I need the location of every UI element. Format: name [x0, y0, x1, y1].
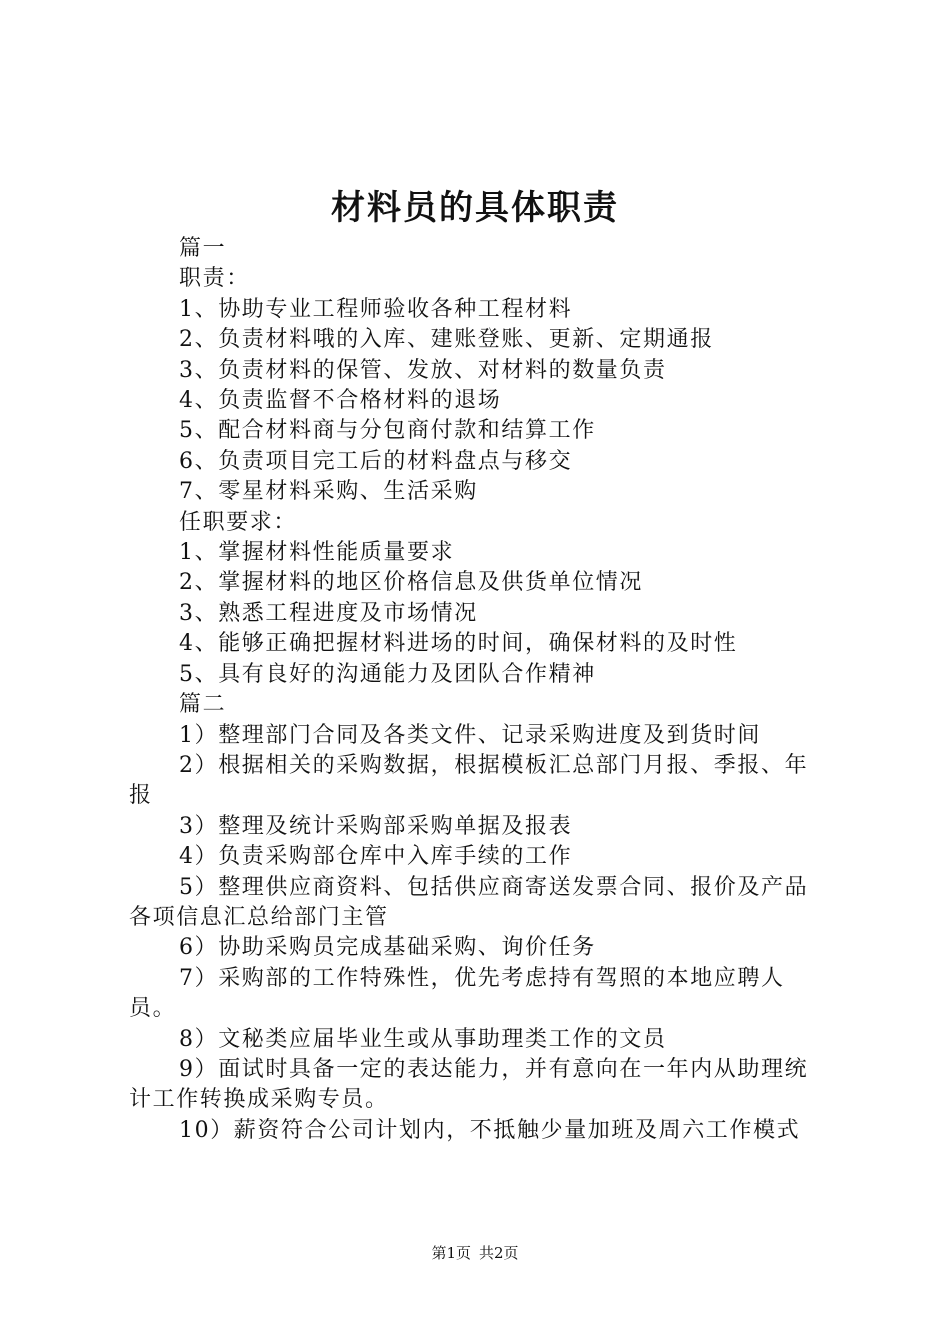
page-number: 第1页 — [431, 1244, 471, 1262]
list-item: 6、负责项目完工后的材料盘点与移交 — [179, 448, 573, 474]
document-title: 材料员的具体职责 — [331, 188, 619, 228]
section-heading: 篇二 — [179, 692, 227, 718]
list-item: 10）薪资符合公司计划内，不抵触少量加班及周六工作模式 — [179, 1117, 801, 1143]
list-item: 1、掌握材料性能质量要求 — [179, 540, 455, 566]
subsection-heading: 职责： — [179, 266, 250, 292]
section-heading: 篇一 — [179, 236, 227, 261]
list-item: 3、负责材料的保管、发放、对材料的数量负责 — [179, 357, 667, 383]
list-item: 6）协助采购员完成基础采购、询价任务 — [179, 935, 596, 961]
list-item: 5、具有良好的沟通能力及团队合作精神 — [179, 661, 596, 687]
list-item: 3）整理及统计采购部采购单据及报表 — [179, 813, 573, 839]
list-item: 1）整理部门合同及各类文件、记录采购进度及到货时间 — [179, 722, 761, 748]
list-item: 2）根据相关的采购数据，根据模板汇总部门月报、季报、年报 — [129, 752, 809, 809]
list-item: 4、负责监督不合格材料的退场 — [179, 388, 502, 414]
list-item: 1、协助专业工程师验收各种工程材料 — [179, 296, 573, 322]
list-item: 3、熟悉工程进度及市场情况 — [179, 600, 478, 626]
list-item: 8）文秘类应届毕业生或从事助理类工作的文员 — [179, 1026, 667, 1052]
list-item: 2、负责材料哦的入库、建账登账、更新、定期通报 — [179, 327, 714, 353]
page-footer — [0, 1243, 950, 1263]
list-item: 4）负责采购部仓库中入库手续的工作 — [179, 844, 573, 870]
list-item: 7）采购部的工作特殊性，优先考虑持有驾照的本地应聘人员。 — [129, 965, 785, 1022]
list-item: 7、零星材料采购、生活采购 — [179, 479, 478, 505]
list-item: 5）整理供应商资料、包括供应商寄送发票合同、报价及产品各项信息汇总给部门主管 — [129, 874, 809, 930]
list-item: 5、配合材料商与分包商付款和结算工作 — [179, 418, 596, 444]
list-item: 2、掌握材料的地区价格信息及供货单位情况 — [179, 570, 643, 596]
page-total: 共2页 — [479, 1244, 519, 1262]
document-body — [129, 234, 829, 1146]
list-item: 4、能够正确把握材料进场的时间，确保材料的及时性 — [179, 631, 738, 657]
subsection-heading: 任职要求： — [179, 509, 298, 535]
list-item: 9）面试时具备一定的表达能力，并有意向在一年内从助理统计工作转换成采购专员。 — [129, 1056, 809, 1113]
